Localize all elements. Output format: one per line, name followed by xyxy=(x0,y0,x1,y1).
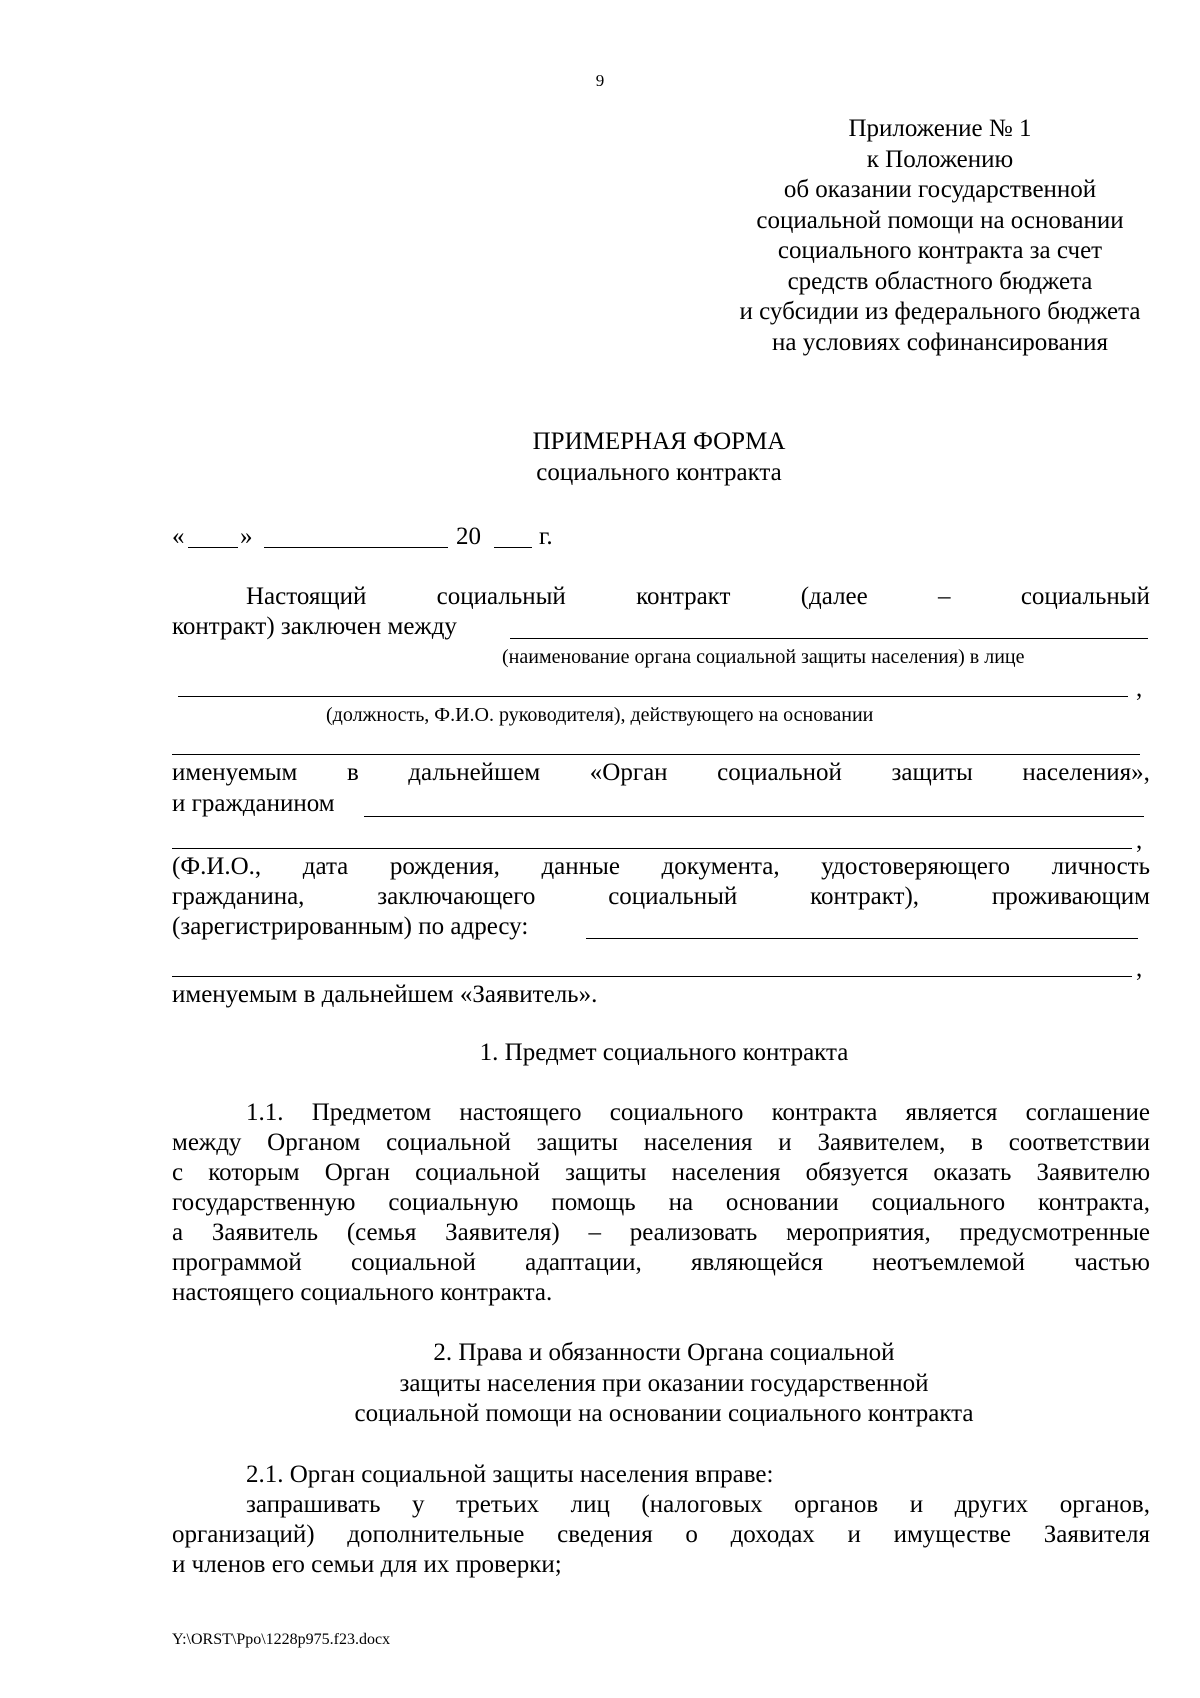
paragraph-line: организаций) дополнительные сведения о доходах и имуществе Заявителя xyxy=(172,1521,1150,1548)
paragraph-line: программой социальной адаптации, являющейся неотъемлемой частью xyxy=(172,1249,1150,1276)
intro-line-4: и гражданином xyxy=(172,790,335,817)
section-2-heading xyxy=(0,1338,1200,1430)
paragraph-line: и членов его семьи для их проверки; xyxy=(172,1551,562,1578)
agency-name-blank[interactable] xyxy=(510,638,1148,639)
basis-blank[interactable] xyxy=(172,754,1140,755)
year-blank[interactable] xyxy=(494,547,532,548)
heading-line: защиты населения при оказании государственной xyxy=(399,1369,929,1397)
intro-line-3: именуемым в дальнейшем «Орган социальной защиты населения», xyxy=(172,759,1150,786)
form-subtitle: социального контракта xyxy=(536,459,782,486)
comma: , xyxy=(1136,827,1143,854)
paragraph-line: с которым Орган социальной защиты населения обязуется оказать Заявителю xyxy=(172,1159,1150,1186)
paragraph-line: настоящего социального контракта. xyxy=(172,1279,553,1306)
appendix-line: к Положению xyxy=(866,145,1014,173)
agency-caption: (наименование органа социальной защиты населения) в лице xyxy=(502,646,1025,668)
citizen-blank[interactable] xyxy=(364,816,1144,817)
paragraph-line: государственную социальную помощь на основании социального контракта, xyxy=(172,1189,1150,1216)
section-1-heading: 1. Предмет социального контракта xyxy=(479,1039,849,1066)
appendix-line: об оказании государственной xyxy=(783,176,1097,203)
date-close-quote: » xyxy=(240,523,253,550)
intro-line-6: гражданина, заключающего социальный контракт), проживающим xyxy=(172,883,1150,910)
section-1-paragraph xyxy=(172,1098,1150,1308)
paragraph-line: запрашивать у третьих лиц (налоговых органов и других органов, xyxy=(246,1491,1150,1518)
appendix-line: социальной помощи на основании xyxy=(756,206,1124,234)
footer-file-path: Y:\ORST\Ppo\1228p975.f23.docx xyxy=(172,1631,391,1648)
appendix-header xyxy=(620,114,1200,358)
address-blank-2[interactable] xyxy=(172,976,1132,977)
address-blank[interactable] xyxy=(586,938,1138,939)
heading-line: социальной помощи на основании социального контракта xyxy=(354,1400,974,1427)
intro-line-1: Настоящий социальный контракт (далее – социальный xyxy=(246,583,1150,610)
director-blank[interactable] xyxy=(178,696,1128,697)
intro-line-8: именуемым в дальнейшем «Заявитель». xyxy=(172,981,598,1008)
appendix-line: средств областного бюджета xyxy=(787,267,1093,295)
page-number: 9 xyxy=(595,71,605,90)
appendix-line: Приложение № 1 xyxy=(848,115,1032,142)
date-open-quote: « xyxy=(172,523,185,550)
intro-line-7: (зарегистрированным) по адресу: xyxy=(172,913,529,940)
form-title-block xyxy=(0,426,1200,488)
intro-line-5: (Ф.И.О., дата рождения, данные документа, удостоверяющего личность xyxy=(172,853,1150,880)
comma: , xyxy=(1136,955,1143,982)
paragraph-line: а Заявитель (семья Заявителя) – реализовать мероприятия, предусмотренные xyxy=(172,1219,1150,1246)
appendix-line: на условиях софинансирования xyxy=(771,328,1109,356)
month-blank[interactable] xyxy=(264,547,448,548)
director-caption: (должность, Ф.И.О. руководителя), действующего на основании xyxy=(326,704,874,726)
citizen-blank-2[interactable] xyxy=(172,848,1132,849)
section-2-paragraph xyxy=(172,1490,1150,1580)
paragraph-line: 1.1. Предметом настоящего социального контракта является соглашение xyxy=(246,1099,1150,1126)
appendix-line: и субсидии из федерального бюджета xyxy=(739,298,1141,325)
year-prefix: 20 xyxy=(456,523,481,550)
day-blank[interactable] xyxy=(188,547,238,548)
intro-line-2: контракт) заключен между xyxy=(172,613,457,640)
form-title: ПРИМЕРНАЯ ФОРМА xyxy=(532,428,786,455)
section-2-item: 2.1. Орган социальной защиты населения вправе: xyxy=(246,1461,774,1488)
year-suffix: г. xyxy=(539,523,553,550)
comma: , xyxy=(1136,675,1143,702)
appendix-line: социального контракта за счет xyxy=(777,237,1103,264)
heading-line: 2. Права и обязанности Органа социальной xyxy=(433,1339,895,1366)
paragraph-line: между Органом социальной защиты населения и Заявителем, в соответствии xyxy=(172,1129,1150,1156)
